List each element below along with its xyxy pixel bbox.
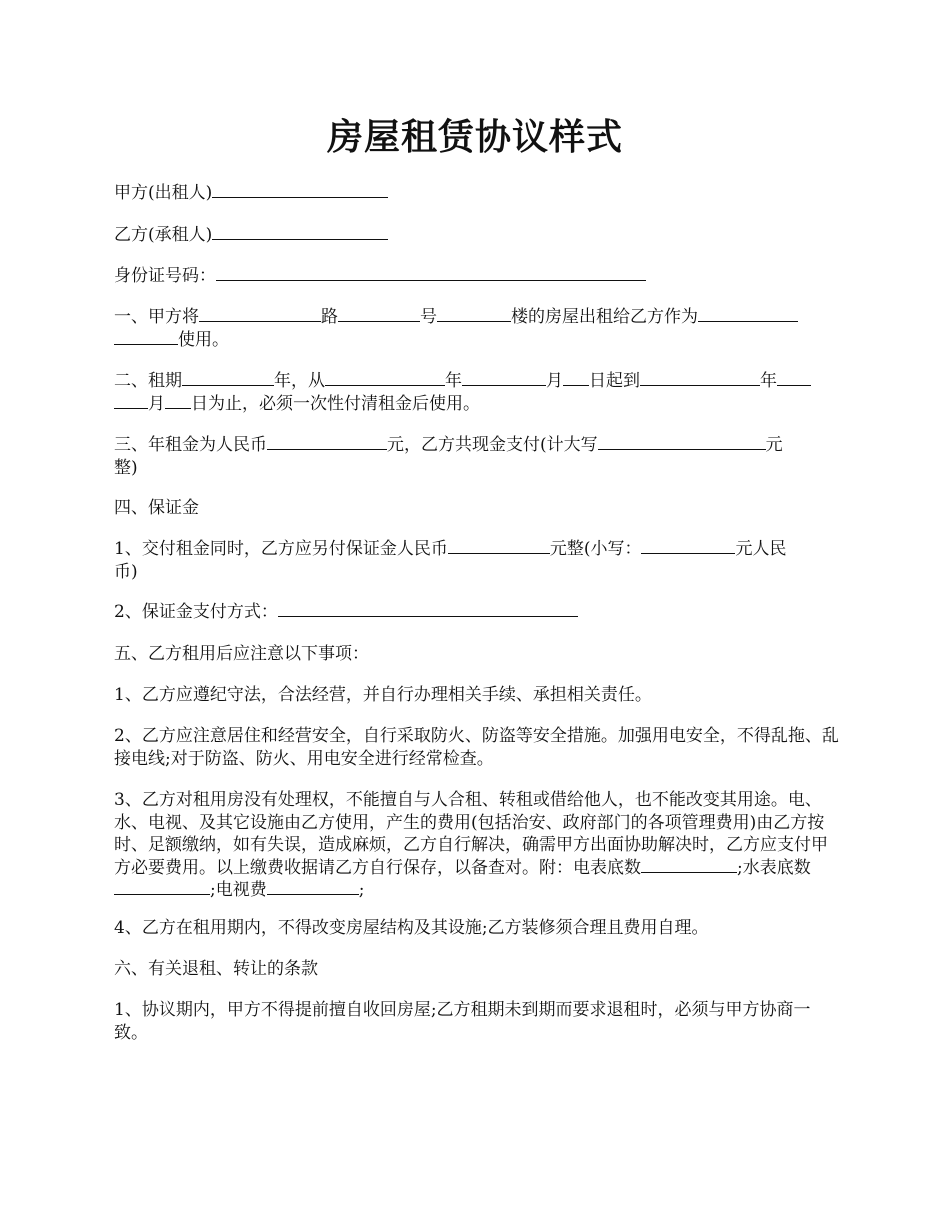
party-b-line: [114, 224, 840, 247]
clause-5-item-3-text: ;水表底数: [737, 857, 811, 878]
start-month-blank: [462, 370, 546, 386]
clause-4-text: 币): [114, 561, 138, 582]
clause-5-item-1: 1、乙方应遵纪守法，合法经营，并自行办理相关手续、承担相关责任。: [114, 685, 652, 705]
clause-4-item-2: [114, 601, 840, 624]
clause-3-text: 元: [765, 435, 783, 455]
end-month-blank-1: [777, 370, 811, 386]
clause-4-text: 1、交付租金同时，乙方应另付保证金人民币: [114, 539, 448, 559]
end-month-blank-2: [114, 393, 148, 409]
clause-3-text: 三、年租金为人民币: [114, 435, 267, 455]
number-blank: [338, 306, 420, 322]
party-a-blank: [212, 182, 388, 198]
deposit-lowercase-blank: [641, 538, 735, 554]
party-a-line: [114, 182, 840, 205]
clause-1-text: 使用。: [178, 329, 229, 350]
clause-1-text: 路: [321, 307, 338, 327]
clause-5-item-3-text: ;: [358, 880, 365, 900]
usage-blank-2: [114, 329, 178, 345]
clause-1-text: 楼的房屋出租给乙方作为: [511, 307, 698, 327]
end-day-blank: [165, 393, 191, 409]
water-meter-blank: [114, 879, 210, 895]
clause-5-item-3-text: ;电视费: [210, 880, 267, 900]
clause-2-text: 年，从: [274, 371, 325, 391]
clause-1: [114, 306, 840, 351]
end-year-blank: [640, 370, 760, 386]
clause-4-text: 元整(小写：: [549, 539, 642, 559]
clause-3: [114, 434, 840, 479]
clause-5-item-2: 2、乙方应注意居住和经营安全，自行采取防火、防盗等安全措施。加强用电安全，不得乱拖、乱接电线;对于防盗、防火、用电安全进行经常检查。: [114, 726, 839, 769]
party-b-label: 乙方(承租人): [114, 225, 213, 245]
clause-2: [114, 370, 840, 415]
clause-4-heading: 四、保证金: [114, 498, 199, 518]
clause-5-heading: 五、乙方租用后应注意以下事项：: [114, 644, 369, 664]
clause-6-heading: 六、有关退租、转让的条款: [114, 959, 318, 979]
clause-2-text: 日起到: [589, 371, 640, 391]
start-year-blank: [325, 370, 445, 386]
clause-2-text: 二、租期: [114, 371, 182, 391]
start-day-blank: [563, 370, 589, 386]
clause-5-item-3: [114, 789, 840, 902]
deposit-blank: [448, 538, 550, 554]
clause-2-text: 年: [760, 371, 777, 391]
road-blank: [199, 306, 321, 322]
document-title: 房屋租赁协议样式: [326, 116, 623, 158]
clause-4-item-1: [114, 538, 840, 583]
id-number-line: [114, 265, 840, 288]
clause-2-text: 月: [546, 371, 563, 391]
deposit-payment-blank: [278, 601, 578, 617]
annual-rent-blank: [267, 434, 387, 450]
id-number-blank: [216, 265, 646, 281]
term-years-blank: [182, 370, 274, 386]
clause-2-text: 月: [148, 393, 165, 414]
clause-1-text: 号: [420, 307, 437, 327]
clause-1-text: 一、甲方将: [114, 307, 199, 327]
clause-3-text: 整): [114, 457, 138, 478]
clause-5-item-3-text: 3、乙方对租用房没有处理权，不能擅自与人合租、转租或借给他人，也不能改变其用途。电、水、电视、及其它设施由乙方使用，产生的费用(包括治安、政府部门的各项管理费用)由乙方按时、足额缴纳，如有失误，造成麻烦，乙方自行解决，确需甲方出面协助解决时，乙方应支付甲方必要费用。以上缴费收据请乙方自行保存，以备查对。附：电表底数: [114, 790, 828, 878]
clause-2-text: 日为止，必须一次性付清租金后使用。: [191, 393, 480, 414]
building-blank: [437, 306, 511, 322]
clause-5-item-4: 4、乙方在租用期内，不得改变房屋结构及其设施;乙方装修须合理且费用自理。: [114, 918, 709, 938]
deposit-payment-label: 2、保证金支付方式：: [114, 602, 278, 622]
clause-3-text: 元，乙方共现金支付(计大写: [387, 435, 598, 455]
party-a-label: 甲方(出租人): [114, 183, 213, 203]
clause-6-item-1: 1、协议期内，甲方不得提前擅自收回房屋;乙方租期未到期而要求退租时，必须与甲方协商一致。: [114, 1000, 811, 1043]
usage-blank-1: [698, 306, 798, 322]
clause-2-text: 年: [445, 371, 462, 391]
clause-4-text: 元人民: [735, 539, 787, 559]
rent-uppercase-blank: [598, 434, 766, 450]
electric-meter-blank: [641, 857, 737, 873]
party-b-blank: [212, 224, 388, 240]
id-number-label: 身份证号码：: [114, 266, 216, 286]
tv-fee-blank: [267, 879, 359, 895]
